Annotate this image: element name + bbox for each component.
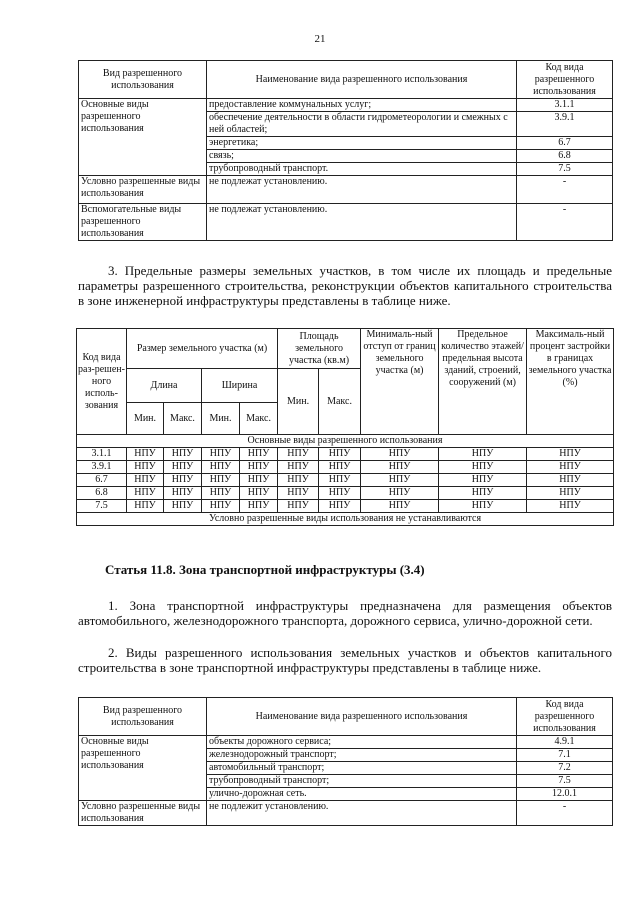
param-value-cell: НПУ	[127, 461, 164, 474]
param-value-cell: НПУ	[164, 487, 202, 500]
param-value-cell: НПУ	[278, 461, 319, 474]
group-cell-main: Основные виды разрешенного использования	[79, 736, 207, 801]
header-width-min: Мин.	[202, 403, 240, 435]
param-value-cell: НПУ	[361, 448, 439, 461]
param-value-cell: НПУ	[278, 487, 319, 500]
param-value-cell: НПУ	[361, 500, 439, 513]
param-value-cell: НПУ	[240, 474, 278, 487]
param-value-cell: НПУ	[127, 500, 164, 513]
row-code-cell: 3.1.1	[77, 448, 127, 461]
use-code-cell: -	[517, 204, 613, 241]
param-value-cell: НПУ	[527, 461, 614, 474]
limit-rows	[77, 448, 614, 513]
header-area: Площадь земельного участка (кв.м)	[278, 329, 361, 369]
param-value-cell: НПУ	[164, 500, 202, 513]
section-row	[77, 513, 614, 526]
param-value-cell: НПУ	[164, 461, 202, 474]
use-code-cell: 12.0.1	[517, 788, 613, 801]
param-value-cell: НПУ	[361, 487, 439, 500]
use-name-cell: трубопроводный транспорт;	[207, 775, 517, 788]
use-name-cell: не подлежит установлению.	[207, 801, 517, 826]
group-cell-conditional: Условно разрешенные виды использования	[79, 801, 207, 826]
param-value-cell: НПУ	[439, 474, 527, 487]
table-row	[77, 487, 614, 500]
table-row	[77, 448, 614, 461]
use-name-cell: не подлежат установлению.	[207, 176, 517, 204]
param-value-cell: НПУ	[278, 500, 319, 513]
use-name-cell: автомобильный транспорт;	[207, 762, 517, 775]
group-cell-main: Основные виды разрешенного использования	[79, 99, 207, 176]
table-row	[79, 99, 613, 112]
header-code: Код вида раз-решен-ного исполь-зования	[77, 329, 127, 435]
param-value-cell: НПУ	[240, 500, 278, 513]
use-code-cell: 7.2	[517, 762, 613, 775]
use-name-cell: не подлежат установлению.	[207, 204, 517, 241]
param-value-cell: НПУ	[164, 474, 202, 487]
table-row	[79, 736, 613, 749]
use-name-cell: объекты дорожного сервиса;	[207, 736, 517, 749]
header-size: Размер земельного участка (м)	[127, 329, 278, 369]
permitted-uses-table-transport	[78, 697, 613, 826]
table-row	[77, 500, 614, 513]
table-row	[77, 461, 614, 474]
param-value-cell: НПУ	[361, 474, 439, 487]
table-header-row	[79, 61, 613, 99]
use-code-cell: 6.8	[517, 150, 613, 163]
row-code-cell: 3.9.1	[77, 461, 127, 474]
use-code-cell: 7.5	[517, 775, 613, 788]
header-cell: Наименование вида разрешенного использования	[207, 698, 517, 736]
use-name-cell: железнодорожный транспорт;	[207, 749, 517, 762]
use-code-cell: -	[517, 176, 613, 204]
param-value-cell: НПУ	[127, 487, 164, 500]
use-name-cell: связь;	[207, 150, 517, 163]
paragraph-text: 2. Виды разрешенного использования земельных участков и объектов капитального строительства в зоне транспортной инфраструктуры представлены в таблице ниже.	[78, 645, 612, 675]
use-code-cell: -	[517, 801, 613, 826]
page-number: 21	[314, 33, 326, 45]
header-cell: Код вида разрешенного использования	[517, 61, 613, 99]
use-name-cell: предоставление коммунальных услуг;	[207, 99, 517, 112]
param-value-cell: НПУ	[240, 448, 278, 461]
param-value-cell: НПУ	[439, 448, 527, 461]
section-title-conditional: Условно разрешенные виды использования не устанавливаются	[77, 513, 614, 526]
param-value-cell: НПУ	[202, 500, 240, 513]
param-value-cell: НПУ	[319, 461, 361, 474]
use-code-cell: 7.5	[517, 163, 613, 176]
table-header-row	[79, 698, 613, 736]
param-value-cell: НПУ	[202, 487, 240, 500]
use-code-cell: 7.1	[517, 749, 613, 762]
row-code-cell: 7.5	[77, 500, 127, 513]
use-code-cell: 3.1.1	[517, 99, 613, 112]
header-area-min: Мин.	[278, 369, 319, 435]
header-length-max: Макс.	[164, 403, 202, 435]
header-width-max: Макс.	[240, 403, 278, 435]
table-row	[79, 176, 613, 204]
param-value-cell: НПУ	[319, 448, 361, 461]
paragraph-text: 1. Зона транспортной инфраструктуры предназначена для размещения объектов автомобильного, железнодорожного транспорта, дорожного сервиса, улично-дорожной сети.	[78, 598, 612, 628]
param-value-cell: НПУ	[240, 487, 278, 500]
section-row	[77, 435, 614, 448]
paragraph-limits-intro	[78, 263, 612, 308]
paragraph-zone-purpose	[78, 598, 612, 628]
param-value-cell: НПУ	[439, 487, 527, 500]
header-floors: Предельное количество этажей/ предельная высота зданий, строений, сооружений (м)	[439, 329, 527, 435]
row-code-cell: 6.8	[77, 487, 127, 500]
article-heading: Статья 11.8. Зона транспортной инфраструктуры (3.4)	[105, 562, 425, 577]
header-length-min: Мин.	[127, 403, 164, 435]
use-code-cell: 6.7	[517, 137, 613, 150]
header-cell: Код вида разрешенного использования	[517, 698, 613, 736]
header-width: Ширина	[202, 369, 278, 403]
param-value-cell: НПУ	[527, 474, 614, 487]
param-value-cell: НПУ	[127, 474, 164, 487]
table-row	[79, 204, 613, 241]
param-value-cell: НПУ	[439, 461, 527, 474]
group-cell-conditional: Условно разрешенные виды использования	[79, 176, 207, 204]
param-value-cell: НПУ	[202, 461, 240, 474]
table-row	[77, 474, 614, 487]
header-area-max: Макс.	[319, 369, 361, 435]
header-cell: Вид разрешенного использования	[79, 61, 207, 99]
paragraph-uses-intro	[78, 645, 612, 675]
header-setback: Минималь-ный отступ от границ земельного участка (м)	[361, 329, 439, 435]
param-value-cell: НПУ	[527, 487, 614, 500]
param-value-cell: НПУ	[361, 461, 439, 474]
use-code-cell: 4.9.1	[517, 736, 613, 749]
param-value-cell: НПУ	[164, 448, 202, 461]
param-value-cell: НПУ	[278, 474, 319, 487]
param-value-cell: НПУ	[240, 461, 278, 474]
param-value-cell: НПУ	[127, 448, 164, 461]
header-length: Длина	[127, 369, 202, 403]
row-code-cell: 6.7	[77, 474, 127, 487]
paragraph-text: 3. Предельные размеры земельных участков, в том числе их площадь и предельные параметры разрешенного строительства, реконструкции объектов капитального строительства в зоне инженерной инфраструктуры представлены в таблице ниже.	[78, 263, 612, 308]
param-value-cell: НПУ	[527, 448, 614, 461]
header-coverage: Максималь-ный процент застройки в границах земельного участка (%)	[527, 329, 614, 435]
section-title-main: Основные виды разрешенного использования	[77, 435, 614, 448]
param-value-cell: НПУ	[527, 500, 614, 513]
param-value-cell: НПУ	[319, 474, 361, 487]
param-value-cell: НПУ	[319, 500, 361, 513]
param-value-cell: НПУ	[439, 500, 527, 513]
use-name-cell: трубопроводный транспорт.	[207, 163, 517, 176]
use-code-cell: 3.9.1	[517, 112, 613, 137]
param-value-cell: НПУ	[319, 487, 361, 500]
use-name-cell: улично-дорожная сеть.	[207, 788, 517, 801]
table-header-row	[77, 329, 614, 369]
permitted-uses-table-engineering	[78, 60, 613, 241]
limit-parameters-table	[76, 328, 614, 526]
param-value-cell: НПУ	[202, 474, 240, 487]
use-name-cell: обеспечение деятельности в области гидрометеорологии и смежных с ней областей;	[207, 112, 517, 137]
table-row	[79, 801, 613, 826]
use-name-cell: энергетика;	[207, 137, 517, 150]
param-value-cell: НПУ	[278, 448, 319, 461]
header-cell: Вид разрешенного использования	[79, 698, 207, 736]
header-cell: Наименование вида разрешенного использования	[207, 61, 517, 99]
param-value-cell: НПУ	[202, 448, 240, 461]
group-cell-auxiliary: Вспомогательные виды разрешенного использования	[79, 204, 207, 241]
